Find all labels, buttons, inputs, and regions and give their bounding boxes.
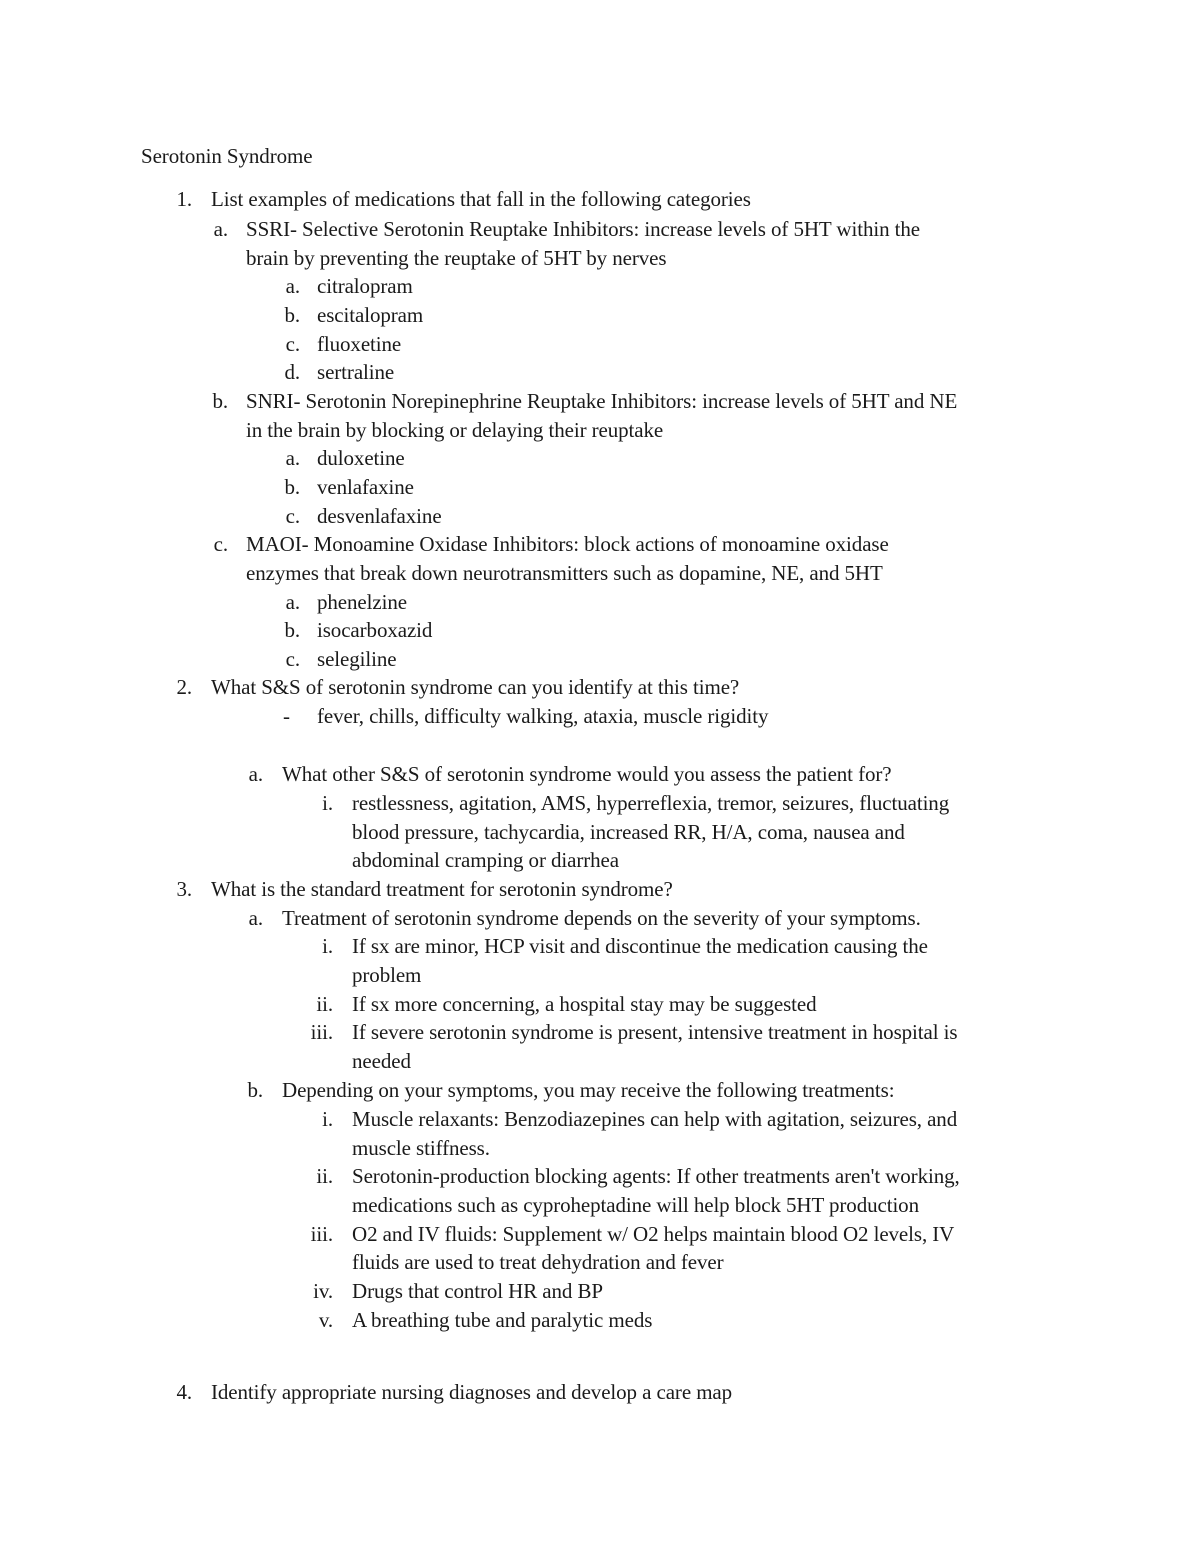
q1-b-item: desvenlafaxine [317,504,442,528]
q1-a-item: escitalopram [317,303,424,327]
q3-a-item-line2: problem [352,963,422,987]
q3-b-text: Depending on your symptoms, you may receive the following treatments: [282,1078,895,1102]
q3-text: What is the standard treatment for serotonin syndrome? [211,877,673,901]
q3-b-item-line2: fluids are used to treat dehydration and fever [352,1250,724,1274]
q3-b-item-line2: muscle stiffness. [352,1136,490,1160]
q1-b-item-marker: a. [285,446,300,470]
q3-a-marker: a. [248,906,263,930]
q1-b-marker: b. [212,389,228,413]
q1-b-line2: in the brain by blocking or delaying their reuptake [246,418,664,442]
q1-a-marker: a. [213,217,228,241]
q1-b-item: venlafaxine [317,475,414,499]
q1-a-item: sertraline [317,360,395,384]
q2-a-i-marker: i. [322,791,333,815]
q3-b-item-marker: iii. [310,1222,333,1246]
q1-c-item-marker: a. [285,590,300,614]
q1-c-item-marker: b. [284,618,300,642]
q1-b-line1: SNRI- Serotonin Norepinephrine Reuptake Inhibitors: increase levels of 5HT and NE [246,389,958,413]
q3-b-item-line2: medications such as cyproheptadine will help block 5HT production [352,1193,919,1217]
q3-b-item-marker: ii. [316,1164,333,1188]
q3-b-item-marker: v. [318,1308,333,1332]
q4-text: Identify appropriate nursing diagnoses and develop a care map [211,1380,733,1404]
q3-a-item-line2: needed [352,1049,411,1073]
q1-a-item-marker: a. [285,274,300,298]
q2-a-i-line3: abdominal cramping or diarrhea [352,848,619,872]
q2-a-i-line2: blood pressure, tachycardia, increased RR, H/A, coma, nausea and [352,820,905,844]
q3-a-item-marker: i. [322,934,333,958]
q2-dash-marker: - [283,704,290,728]
q1-text: List examples of medications that fall in the following categories [211,187,751,211]
q2-a-i-line1: restlessness, agitation, AMS, hyperreflexia, tremor, seizures, fluctuating [352,791,950,815]
q2-text: What S&S of serotonin syndrome can you identify at this time? [211,675,740,699]
q2-dash-text: fever, chills, difficulty walking, ataxia, muscle rigidity [317,704,769,728]
q3-a-item-marker: ii. [316,992,333,1016]
q3-b-item-line1: Muscle relaxants: Benzodiazepines can help with agitation, seizures, and [352,1107,958,1131]
q3-b-item-line1: O2 and IV fluids: Supplement w/ O2 helps maintain blood O2 levels, IV [352,1222,955,1246]
q4-number: 4. [176,1380,192,1404]
q1-a-item-marker: c. [285,332,300,356]
q2-number: 2. [176,675,192,699]
q3-a-text: Treatment of serotonin syndrome depends on the severity of your symptoms. [282,906,921,930]
q1-a-item: fluoxetine [317,332,402,356]
q1-b-item-marker: b. [284,475,300,499]
q1-c-item: phenelzine [317,590,407,614]
q1-b-item: duloxetine [317,446,405,470]
q3-a-item-line1: If sx more concerning, a hospital stay may be suggested [352,992,817,1016]
q3-b-item-line1: Serotonin-production blocking agents: If other treatments aren't working, [352,1164,960,1188]
q3-a-item-marker: iii. [310,1020,333,1044]
q3-a-item-line1: If sx are minor, HCP visit and discontinue the medication causing the [352,934,928,958]
q3-b-item-marker: i. [322,1107,333,1131]
document-title: Serotonin Syndrome [141,144,313,168]
q3-b-item-marker: iv. [313,1279,333,1303]
q3-b-item-line1: A breathing tube and paralytic meds [352,1308,653,1332]
q1-c-marker: c. [213,532,228,556]
q2-a-marker: a. [248,762,263,786]
q1-a-item: citralopram [317,274,413,298]
q1-a-line1: SSRI- Selective Serotonin Reuptake Inhibitors: increase levels of 5HT within the [246,217,920,241]
q1-c-item: selegiline [317,647,397,671]
q1-a-line2: brain by preventing the reuptake of 5HT by nerves [246,246,667,270]
q3-a-item-line1: If severe serotonin syndrome is present, intensive treatment in hospital is [352,1020,958,1044]
q1-c-item: isocarboxazid [317,618,433,642]
q1-c-item-marker: c. [285,647,300,671]
q1-a-item-marker: b. [284,303,300,327]
q1-a-item-marker: d. [284,360,300,384]
q3-number: 3. [176,877,192,901]
q3-b-marker: b. [247,1078,263,1102]
q1-number: 1. [176,187,192,211]
q1-c-line1: MAOI- Monoamine Oxidase Inhibitors: block actions of monoamine oxidase [246,532,889,556]
q1-b-item-marker: c. [285,504,300,528]
q3-b-item-line1: Drugs that control HR and BP [352,1279,603,1303]
q1-c-line2: enzymes that break down neurotransmitters such as dopamine, NE, and 5HT [246,561,883,585]
q2-a-text: What other S&S of serotonin syndrome would you assess the patient for? [282,762,892,786]
